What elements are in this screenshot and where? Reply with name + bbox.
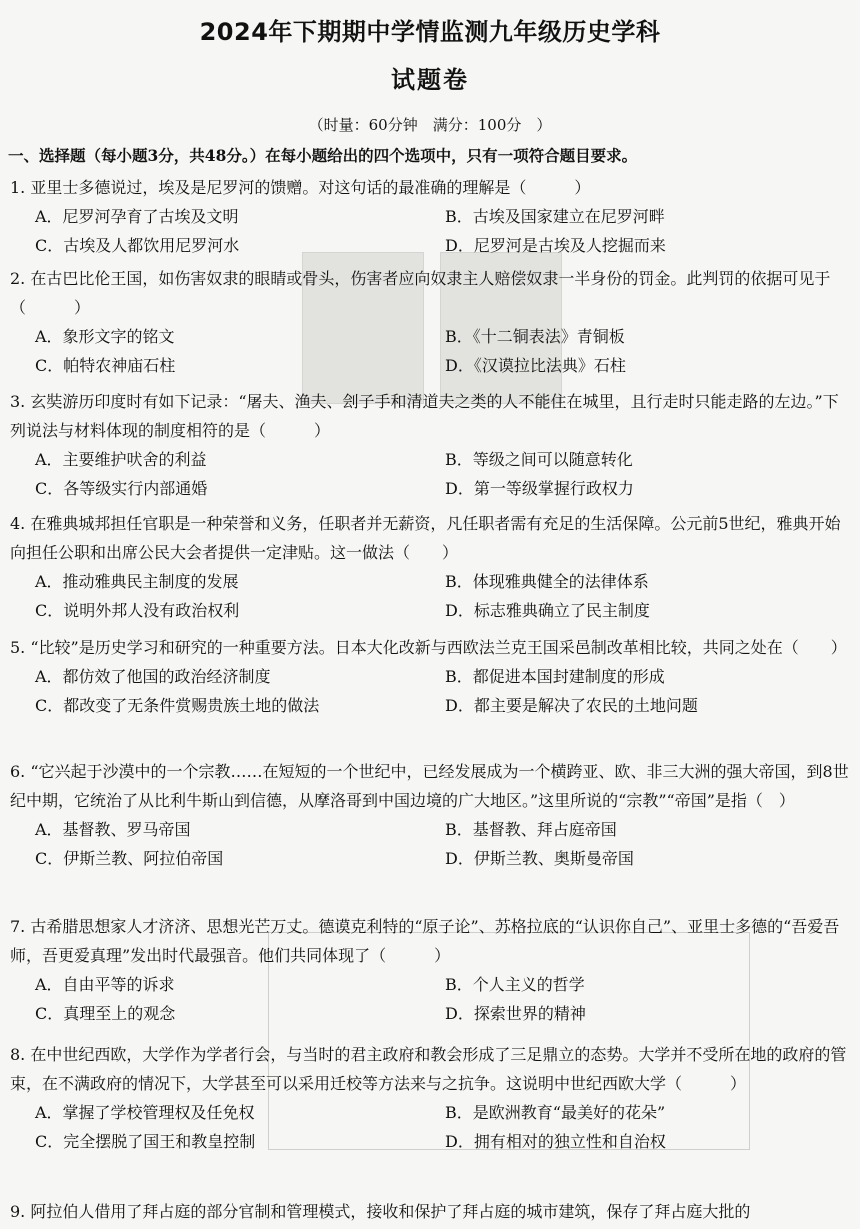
option-b: B．个人主义的哲学 (445, 975, 585, 994)
option-d: D．尼罗河是古埃及人挖掘而来 (445, 236, 666, 255)
option-a: A．主要维护吠舍的利益 (35, 450, 207, 469)
question-1 (10, 173, 852, 260)
question-8 (10, 1040, 852, 1156)
question-stem: 8. 在中世纪西欧，大学作为学者行会，与当时的君主政府和教会形成了三足鼎立的态势。大学并不受所在地的政府的管束，在不满政府的情况下，大学甚至可以采用迁校等方法来与之抗争。这说明中世纪西欧大学（ ） (10, 1045, 847, 1093)
option-b: B．都促进本国封建制度的形成 (445, 667, 665, 686)
exam-meta: （时量：60分钟 满分：100分 ） (308, 116, 552, 134)
question-4 (10, 509, 852, 625)
question-stem: 3. 玄奘游历印度时有如下记录：“屠夫、渔夫、刽子手和清道夫之类的人不能住在城里，且行走时只能走路的左边。”下列说法与材料体现的制度相符的是（ ） (10, 392, 839, 440)
option-a: A．都仿效了他国的政治经济制度 (35, 667, 271, 686)
section-heading: 一、选择题（每小题3分，共48分。）在每小题给出的四个选项中，只有一项符合题目要求。 (8, 146, 638, 165)
question-2 (10, 264, 852, 380)
question-stem: 1. 亚里士多德说过，埃及是尼罗河的馈赠。对这句话的最准确的理解是（ ） (10, 178, 591, 197)
option-a: A．尼罗河孕育了古埃及文明 (35, 207, 239, 226)
question-stem: 9. 阿拉伯人借用了拜占庭的部分官制和管理模式，接收和保护了拜占庭的城市建筑，保存了拜占庭大批的 (10, 1202, 751, 1221)
option-c: C．各等级实行内部通婚 (35, 479, 208, 498)
option-d: D．标志雅典确立了民主制度 (445, 601, 650, 620)
option-c: C．古埃及人都饮用尼罗河水 (35, 236, 240, 255)
option-b: B．《十二铜表法》青铜板 (445, 327, 625, 346)
option-c: C．说明外邦人没有政治权利 (35, 601, 240, 620)
option-b: B．等级之间可以随意转化 (445, 450, 633, 469)
option-b: B．是欧洲教育“最美好的花朵” (445, 1103, 666, 1122)
exam-subtitle: 试题卷 (391, 66, 469, 94)
option-list (35, 662, 852, 720)
option-a: A．推动雅典民主制度的发展 (35, 572, 239, 591)
option-list (35, 567, 852, 625)
option-list (35, 202, 852, 260)
question-6 (10, 757, 852, 873)
option-d: D．《汉谟拉比法典》石柱 (445, 356, 626, 375)
option-list (35, 970, 852, 1028)
option-d: D．都主要是解决了农民的土地问题 (445, 696, 698, 715)
option-c: C．都改变了无条件赏赐贵族土地的做法 (35, 696, 320, 715)
question-5 (10, 633, 852, 720)
question-7 (10, 912, 852, 1028)
question-9 (10, 1197, 852, 1226)
option-d: D．伊斯兰教、奥斯曼帝国 (445, 849, 634, 868)
exam-title: 2024年下期期中学情监测九年级历史学科 (199, 18, 661, 46)
question-stem: 6. “它兴起于沙漠中的一个宗教……在短短的一个世纪中，已经发展成为一个横跨亚、欧、非三大洲的强大帝国，到8世纪中期，它统治了从比利牛斯山到信德，从摩洛哥到中国边境的广大地区。”这里所说的“宗教”“帝国”是指（ ） (10, 762, 849, 810)
option-c: C．真理至上的观念 (35, 1004, 176, 1023)
option-c: C．完全摆脱了国王和教皇控制 (35, 1132, 256, 1151)
option-list (35, 445, 852, 503)
option-d: D．探索世界的精神 (445, 1004, 586, 1023)
option-a: A．掌握了学校管理权及任免权 (35, 1103, 255, 1122)
question-stem: 4. 在雅典城邦担任官职是一种荣誉和义务，任职者并无薪资，凡任职者需有充足的生活保障。公元前5世纪，雅典开始向担任公职和出席公民大会者提供一定津贴。这一做法（ ） (10, 514, 841, 562)
option-list (35, 815, 852, 873)
option-a: A．基督教、罗马帝国 (35, 820, 191, 839)
option-d: D．第一等级掌握行政权力 (445, 479, 634, 498)
question-stem: 2. 在古巴比伦王国，如伤害奴隶的眼睛或骨头，伤害者应向奴隶主人赔偿奴隶一半身份的罚金。此判罚的依据可见于（ ） (10, 269, 831, 317)
option-b: B．古埃及国家建立在尼罗河畔 (445, 207, 665, 226)
option-a: A．象形文字的铭文 (35, 327, 175, 346)
option-list (35, 1098, 852, 1156)
option-c: C．帕特农神庙石柱 (35, 356, 176, 375)
option-a: A．自由平等的诉求 (35, 975, 175, 994)
option-list (35, 322, 852, 380)
option-b: B．体现雅典健全的法律体系 (445, 572, 649, 591)
question-stem: 5. “比较”是历史学习和研究的一种重要方法。日本大化改新与西欧法兰克王国采邑制改革相比较，共同之处在（ ） (10, 638, 847, 657)
question-stem: 7. 古希腊思想家人才济济、思想光芒万丈。德谟克利特的“原子论”、苏格拉底的“认识你自己”、亚里士多德的“吾爱吾师，吾更爱真理”发出时代最强音。他们共同体现了（ ） (10, 917, 840, 965)
option-c: C．伊斯兰教、阿拉伯帝国 (35, 849, 224, 868)
option-d: D．拥有相对的独立性和自治权 (445, 1132, 666, 1151)
option-b: B．基督教、拜占庭帝国 (445, 820, 617, 839)
question-3 (10, 387, 852, 503)
